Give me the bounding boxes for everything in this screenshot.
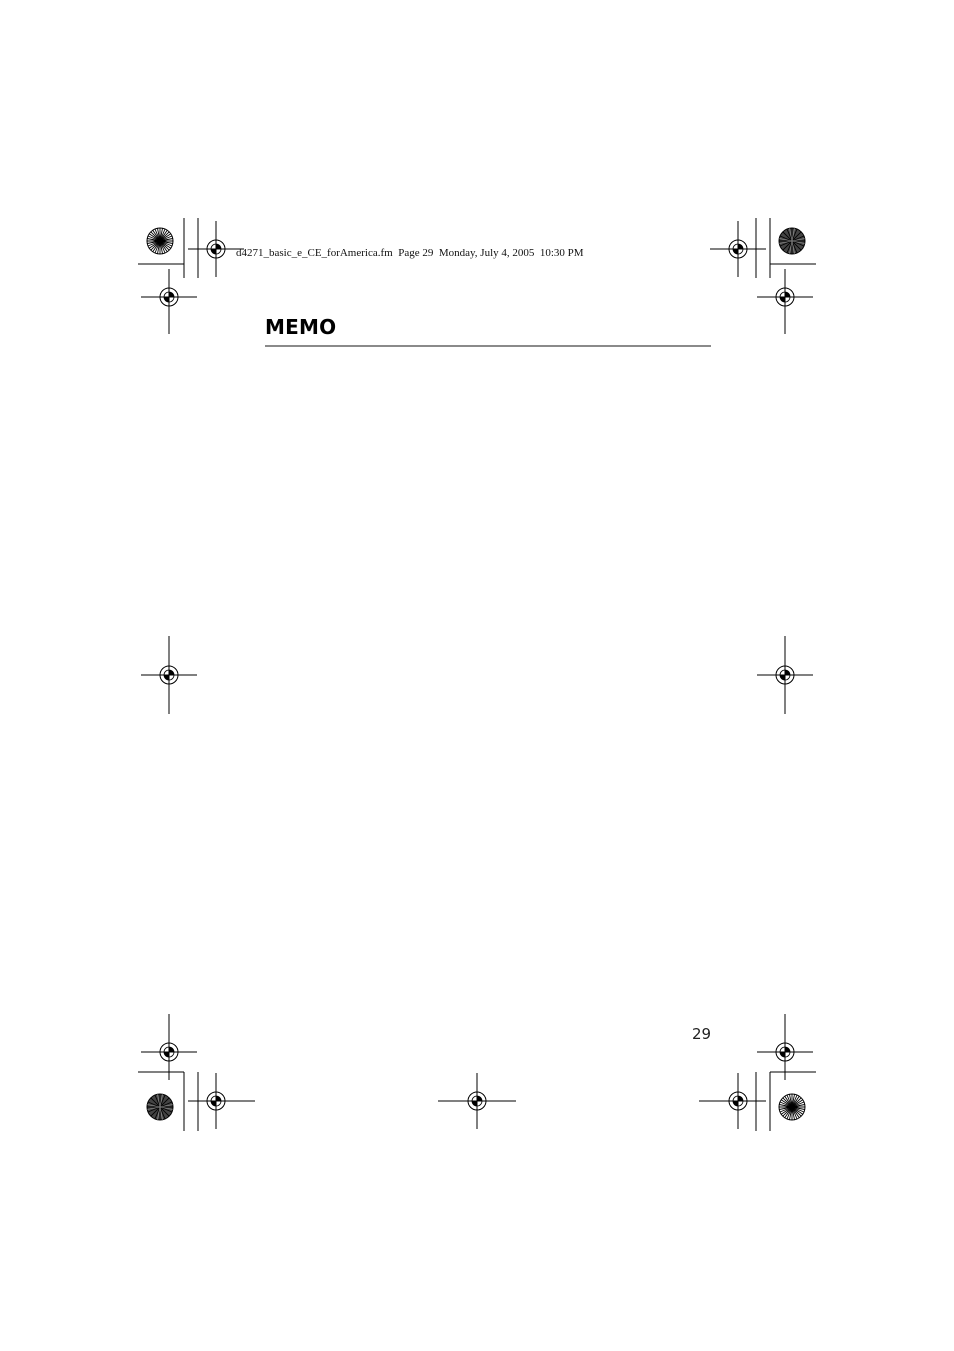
color-bar-target-icon — [147, 228, 173, 254]
print-slug: d4271_basic_e_CE_forAmerica.fm Page 29 Monday, July 4, 2005 10:30 PM — [236, 247, 584, 259]
page-title: MEMO — [265, 315, 337, 339]
color-bar-target-icon — [779, 1094, 805, 1120]
color-bar-target-icon — [779, 228, 805, 254]
title-divider — [265, 345, 711, 347]
color-bar-target-icon — [147, 1094, 173, 1120]
page-number: 29 — [692, 1025, 712, 1043]
registration-mark-icon — [710, 221, 766, 277]
